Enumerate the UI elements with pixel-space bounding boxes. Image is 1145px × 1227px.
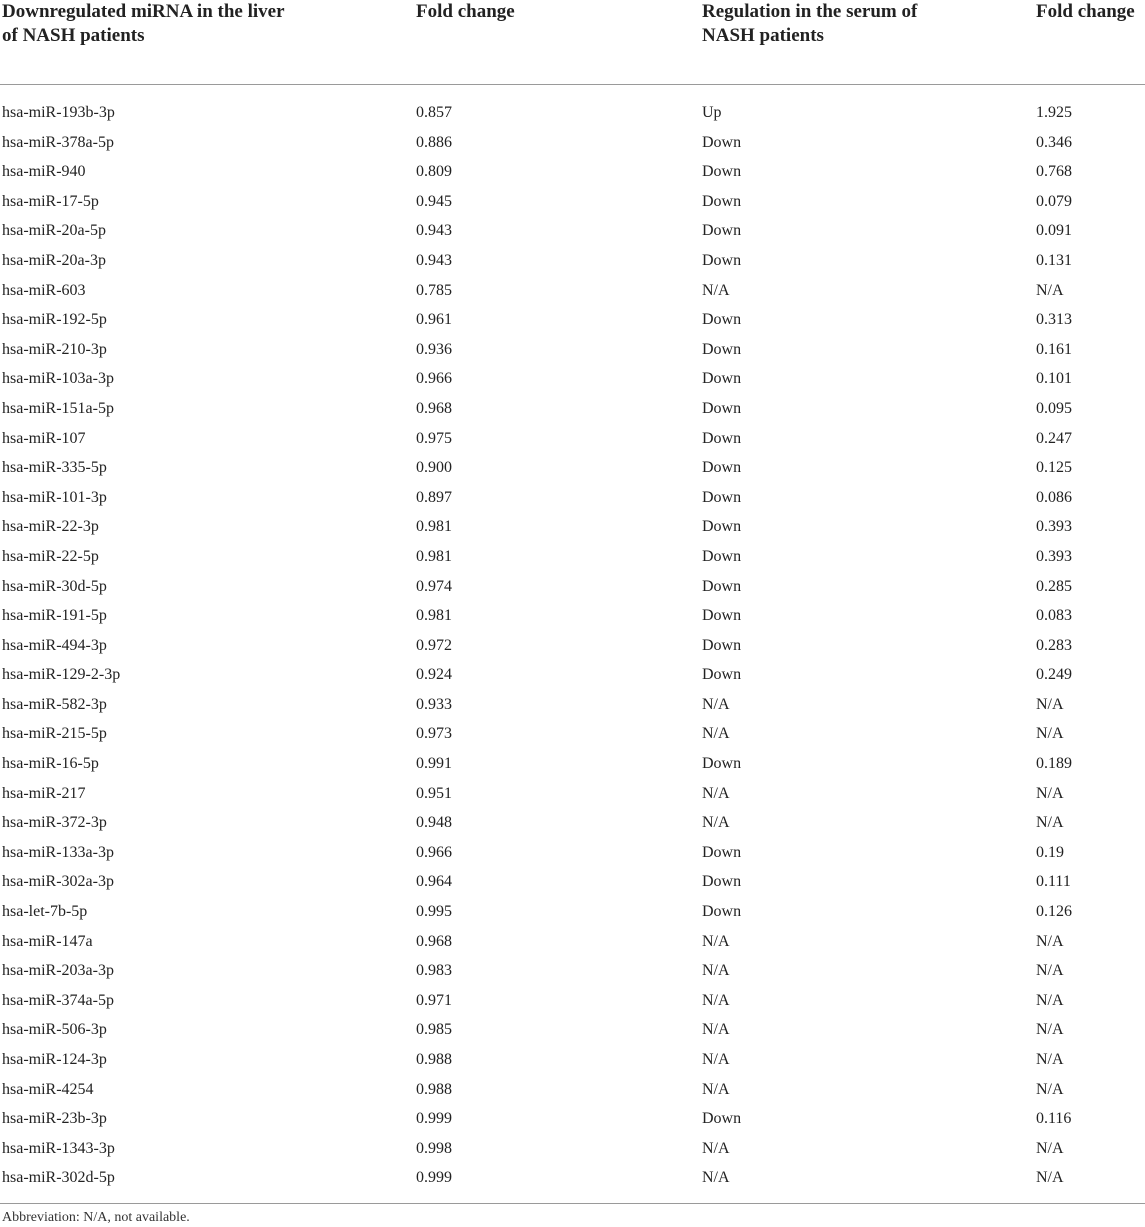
table-row bbox=[0, 515, 1145, 545]
cell-mirna-name: hsa-miR-191-5p bbox=[2, 607, 107, 625]
cell-serum-fold-change: 0.283 bbox=[1036, 636, 1072, 654]
table-body bbox=[0, 85, 1145, 1196]
cell-mirna-name: hsa-miR-506-3p bbox=[2, 1021, 107, 1039]
cell-mirna-name: hsa-miR-16-5p bbox=[2, 755, 99, 773]
table-row bbox=[0, 930, 1145, 960]
cell-mirna-name: hsa-miR-192-5p bbox=[2, 311, 107, 329]
cell-mirna-name: hsa-miR-372-3p bbox=[2, 814, 107, 832]
cell-liver-fold-change: 0.998 bbox=[416, 1139, 452, 1157]
cell-serum-fold-change: 0.126 bbox=[1036, 903, 1072, 921]
cell-serum-regulation: N/A bbox=[702, 1080, 730, 1098]
cell-serum-fold-change: N/A bbox=[1036, 784, 1064, 802]
table-row bbox=[0, 131, 1145, 161]
cell-serum-regulation: Down bbox=[702, 518, 742, 536]
cell-serum-regulation: N/A bbox=[702, 814, 730, 832]
cell-liver-fold-change: 0.972 bbox=[416, 636, 452, 654]
table-row bbox=[0, 1107, 1145, 1137]
cell-liver-fold-change: 0.897 bbox=[416, 488, 452, 506]
cell-serum-regulation: Down bbox=[702, 607, 742, 625]
cell-serum-regulation: Down bbox=[702, 843, 742, 861]
cell-liver-fold-change: 0.948 bbox=[416, 814, 452, 832]
cell-serum-regulation: Up bbox=[702, 104, 722, 121]
cell-mirna-name: hsa-miR-17-5p bbox=[2, 192, 99, 210]
header-liver-mirna: Downregulated miRNA in the liver of NASH patients bbox=[2, 1, 285, 46]
cell-serum-regulation: Down bbox=[702, 370, 742, 388]
cell-mirna-name: hsa-miR-129-2-3p bbox=[2, 666, 121, 684]
cell-mirna-name: hsa-miR-582-3p bbox=[2, 695, 107, 713]
cell-mirna-name: hsa-miR-494-3p bbox=[2, 636, 107, 654]
cell-serum-regulation: Down bbox=[702, 340, 742, 358]
cell-liver-fold-change: 0.857 bbox=[416, 104, 452, 121]
cell-serum-fold-change: 0.116 bbox=[1036, 1110, 1072, 1128]
cell-liver-fold-change: 0.981 bbox=[416, 547, 452, 565]
table-row bbox=[0, 219, 1145, 249]
cell-liver-fold-change: 0.966 bbox=[416, 843, 452, 861]
cell-liver-fold-change: 0.961 bbox=[416, 311, 452, 329]
cell-liver-fold-change: 0.785 bbox=[416, 281, 452, 299]
cell-mirna-name: hsa-miR-374a-5p bbox=[2, 991, 114, 1009]
cell-liver-fold-change: 0.981 bbox=[416, 607, 452, 625]
cell-mirna-name: hsa-miR-940 bbox=[2, 163, 86, 181]
table-row bbox=[0, 900, 1145, 930]
cell-liver-fold-change: 0.995 bbox=[416, 903, 452, 921]
cell-serum-regulation: Down bbox=[702, 666, 742, 684]
cell-mirna-name: hsa-miR-217 bbox=[2, 784, 86, 802]
cell-serum-regulation: N/A bbox=[702, 962, 730, 980]
cell-liver-fold-change: 0.988 bbox=[416, 1051, 452, 1068]
table-row bbox=[0, 397, 1145, 427]
cell-mirna-name: hsa-miR-302d-5p bbox=[2, 1169, 115, 1187]
cell-serum-fold-change: 0.079 bbox=[1036, 192, 1072, 210]
cell-mirna-name: hsa-miR-603 bbox=[2, 281, 86, 299]
table-row bbox=[0, 456, 1145, 486]
cell-serum-regulation: Down bbox=[702, 311, 742, 329]
cell-serum-fold-change: N/A bbox=[1036, 1051, 1064, 1068]
table-row bbox=[0, 308, 1145, 338]
cell-liver-fold-change: 0.966 bbox=[416, 370, 452, 388]
cell-mirna-name: hsa-miR-23b-3p bbox=[2, 1110, 107, 1128]
cell-serum-fold-change: 0.346 bbox=[1036, 133, 1072, 151]
table-row bbox=[0, 1137, 1145, 1167]
cell-liver-fold-change: 0.985 bbox=[416, 1021, 452, 1039]
cell-serum-fold-change: N/A bbox=[1036, 695, 1064, 713]
cell-serum-regulation: N/A bbox=[702, 1021, 730, 1039]
cell-liver-fold-change: 0.924 bbox=[416, 666, 452, 684]
cell-liver-fold-change: 0.968 bbox=[416, 399, 452, 417]
cell-mirna-name: hsa-miR-103a-3p bbox=[2, 370, 114, 388]
cell-serum-regulation: Down bbox=[702, 399, 742, 417]
table-row bbox=[0, 160, 1145, 190]
table-row bbox=[0, 338, 1145, 368]
cell-serum-fold-change: 1.925 bbox=[1036, 104, 1072, 121]
cell-mirna-name: hsa-miR-124-3p bbox=[2, 1051, 107, 1068]
cell-liver-fold-change: 0.971 bbox=[416, 991, 452, 1009]
cell-liver-fold-change: 0.983 bbox=[416, 962, 452, 980]
table-row bbox=[0, 249, 1145, 279]
cell-mirna-name: hsa-miR-20a-3p bbox=[2, 251, 106, 269]
cell-liver-fold-change: 0.900 bbox=[416, 459, 452, 477]
cell-serum-fold-change: 0.393 bbox=[1036, 518, 1072, 536]
cell-serum-fold-change: N/A bbox=[1036, 725, 1064, 743]
table-row bbox=[0, 989, 1145, 1019]
cell-serum-fold-change: N/A bbox=[1036, 932, 1064, 950]
table-row bbox=[0, 841, 1145, 871]
cell-mirna-name: hsa-miR-147a bbox=[2, 932, 93, 950]
cell-serum-regulation: Down bbox=[702, 192, 742, 210]
cell-serum-regulation: Down bbox=[702, 903, 742, 921]
cell-mirna-name: hsa-let-7b-5p bbox=[2, 903, 88, 921]
cell-liver-fold-change: 0.964 bbox=[416, 873, 452, 891]
cell-mirna-name: hsa-miR-20a-5p bbox=[2, 222, 106, 240]
table-row bbox=[0, 811, 1145, 841]
cell-serum-fold-change: N/A bbox=[1036, 281, 1064, 299]
cell-serum-regulation: Down bbox=[702, 547, 742, 565]
cell-liver-fold-change: 0.975 bbox=[416, 429, 452, 447]
table-row bbox=[0, 693, 1145, 723]
table-row bbox=[0, 1018, 1145, 1048]
cell-mirna-name: hsa-miR-378a-5p bbox=[2, 133, 114, 151]
cell-liver-fold-change: 0.943 bbox=[416, 251, 452, 269]
cell-serum-regulation: Down bbox=[702, 636, 742, 654]
table-row bbox=[0, 959, 1145, 989]
cell-serum-regulation: N/A bbox=[702, 1139, 730, 1157]
cell-serum-fold-change: 0.19 bbox=[1036, 843, 1064, 861]
cell-serum-regulation: Down bbox=[702, 133, 742, 151]
cell-mirna-name: hsa-miR-1343-3p bbox=[2, 1139, 115, 1157]
cell-serum-fold-change: 0.125 bbox=[1036, 459, 1072, 477]
cell-liver-fold-change: 0.999 bbox=[416, 1110, 452, 1128]
cell-serum-fold-change: N/A bbox=[1036, 962, 1064, 980]
cell-serum-regulation: Down bbox=[702, 459, 742, 477]
header-serum-fold-change: Fold change bbox=[1036, 1, 1135, 22]
cell-serum-fold-change: 0.189 bbox=[1036, 755, 1072, 773]
cell-serum-fold-change: N/A bbox=[1036, 1169, 1064, 1187]
cell-serum-fold-change: 0.768 bbox=[1036, 163, 1072, 181]
cell-mirna-name: hsa-miR-30d-5p bbox=[2, 577, 107, 595]
cell-serum-fold-change: 0.083 bbox=[1036, 607, 1072, 625]
table-row bbox=[0, 782, 1145, 812]
cell-serum-fold-change: N/A bbox=[1036, 1021, 1064, 1039]
header-liver-fold-change: Fold change bbox=[416, 1, 515, 22]
cell-serum-fold-change: 0.161 bbox=[1036, 340, 1072, 358]
table-row bbox=[0, 604, 1145, 634]
cell-serum-fold-change: 0.247 bbox=[1036, 429, 1072, 447]
table-row bbox=[0, 722, 1145, 752]
cell-serum-regulation: Down bbox=[702, 222, 742, 240]
table-row bbox=[0, 752, 1145, 782]
cell-serum-fold-change: N/A bbox=[1036, 1080, 1064, 1098]
cell-liver-fold-change: 0.886 bbox=[416, 133, 452, 151]
table-footnote: Abbreviation: N/A, not available. bbox=[2, 1210, 190, 1225]
cell-serum-regulation: Down bbox=[702, 163, 742, 181]
cell-serum-regulation: N/A bbox=[702, 725, 730, 743]
cell-mirna-name: hsa-miR-22-3p bbox=[2, 518, 99, 536]
cell-liver-fold-change: 0.988 bbox=[416, 1080, 452, 1098]
cell-serum-regulation: N/A bbox=[702, 1051, 730, 1068]
cell-liver-fold-change: 0.943 bbox=[416, 222, 452, 240]
cell-mirna-name: hsa-miR-151a-5p bbox=[2, 399, 114, 417]
cell-mirna-name: hsa-miR-302a-3p bbox=[2, 873, 114, 891]
cell-liver-fold-change: 0.933 bbox=[416, 695, 452, 713]
cell-liver-fold-change: 0.991 bbox=[416, 755, 452, 773]
cell-liver-fold-change: 0.974 bbox=[416, 577, 452, 595]
cell-liver-fold-change: 0.968 bbox=[416, 932, 452, 950]
cell-liver-fold-change: 0.999 bbox=[416, 1169, 452, 1187]
table-row bbox=[0, 367, 1145, 397]
table-row bbox=[0, 101, 1145, 131]
table-row bbox=[0, 279, 1145, 309]
header-serum-regulation: Regulation in the serum of NASH patients bbox=[702, 1, 918, 46]
cell-serum-fold-change: 0.095 bbox=[1036, 399, 1072, 417]
cell-serum-regulation: Down bbox=[702, 251, 742, 269]
table-row bbox=[0, 575, 1145, 605]
table-row bbox=[0, 486, 1145, 516]
cell-liver-fold-change: 0.936 bbox=[416, 340, 452, 358]
cell-mirna-name: hsa-miR-210-3p bbox=[2, 340, 107, 358]
table-row bbox=[0, 427, 1145, 457]
cell-serum-fold-change: 0.285 bbox=[1036, 577, 1072, 595]
cell-serum-fold-change: 0.131 bbox=[1036, 251, 1072, 269]
table-row bbox=[0, 1078, 1145, 1108]
cell-serum-regulation: N/A bbox=[702, 932, 730, 950]
cell-mirna-name: hsa-miR-4254 bbox=[2, 1080, 94, 1098]
cell-serum-fold-change: 0.091 bbox=[1036, 222, 1072, 240]
cell-serum-fold-change: 0.249 bbox=[1036, 666, 1072, 684]
table-row bbox=[0, 1048, 1145, 1078]
cell-mirna-name: hsa-miR-133a-3p bbox=[2, 843, 114, 861]
cell-serum-fold-change: 0.313 bbox=[1036, 311, 1072, 329]
table-row bbox=[0, 634, 1145, 664]
table-row bbox=[0, 870, 1145, 900]
table-header bbox=[0, 0, 1145, 85]
cell-serum-regulation: Down bbox=[702, 873, 742, 891]
cell-liver-fold-change: 0.945 bbox=[416, 192, 452, 210]
cell-serum-regulation: Down bbox=[702, 488, 742, 506]
cell-mirna-name: hsa-miR-215-5p bbox=[2, 725, 107, 743]
table-row bbox=[0, 545, 1145, 575]
cell-serum-regulation: Down bbox=[702, 577, 742, 595]
cell-serum-regulation: N/A bbox=[702, 281, 730, 299]
cell-mirna-name: hsa-miR-335-5p bbox=[2, 459, 107, 477]
cell-mirna-name: hsa-miR-107 bbox=[2, 429, 86, 447]
cell-mirna-name: hsa-miR-22-5p bbox=[2, 547, 99, 565]
cell-serum-regulation: N/A bbox=[702, 695, 730, 713]
table-bottom-rule bbox=[0, 1203, 1145, 1204]
cell-serum-regulation: Down bbox=[702, 429, 742, 447]
cell-serum-fold-change: 0.101 bbox=[1036, 370, 1072, 388]
cell-serum-regulation: Down bbox=[702, 755, 742, 773]
table-row bbox=[0, 663, 1145, 693]
table-row bbox=[0, 190, 1145, 220]
cell-mirna-name: hsa-miR-101-3p bbox=[2, 488, 107, 506]
cell-serum-regulation: N/A bbox=[702, 991, 730, 1009]
cell-serum-regulation: N/A bbox=[702, 1169, 730, 1187]
cell-serum-fold-change: 0.086 bbox=[1036, 488, 1072, 506]
cell-liver-fold-change: 0.951 bbox=[416, 784, 452, 802]
cell-serum-fold-change: N/A bbox=[1036, 1139, 1064, 1157]
cell-liver-fold-change: 0.973 bbox=[416, 725, 452, 743]
cell-serum-regulation: N/A bbox=[702, 784, 730, 802]
cell-mirna-name: hsa-miR-193b-3p bbox=[2, 104, 115, 121]
cell-serum-regulation: Down bbox=[702, 1110, 742, 1128]
cell-liver-fold-change: 0.809 bbox=[416, 163, 452, 181]
cell-serum-fold-change: N/A bbox=[1036, 814, 1064, 832]
table-row bbox=[0, 1166, 1145, 1196]
cell-mirna-name: hsa-miR-203a-3p bbox=[2, 962, 114, 980]
cell-liver-fold-change: 0.981 bbox=[416, 518, 452, 536]
cell-serum-fold-change: N/A bbox=[1036, 991, 1064, 1009]
cell-serum-fold-change: 0.393 bbox=[1036, 547, 1072, 565]
cell-serum-fold-change: 0.111 bbox=[1036, 873, 1071, 891]
